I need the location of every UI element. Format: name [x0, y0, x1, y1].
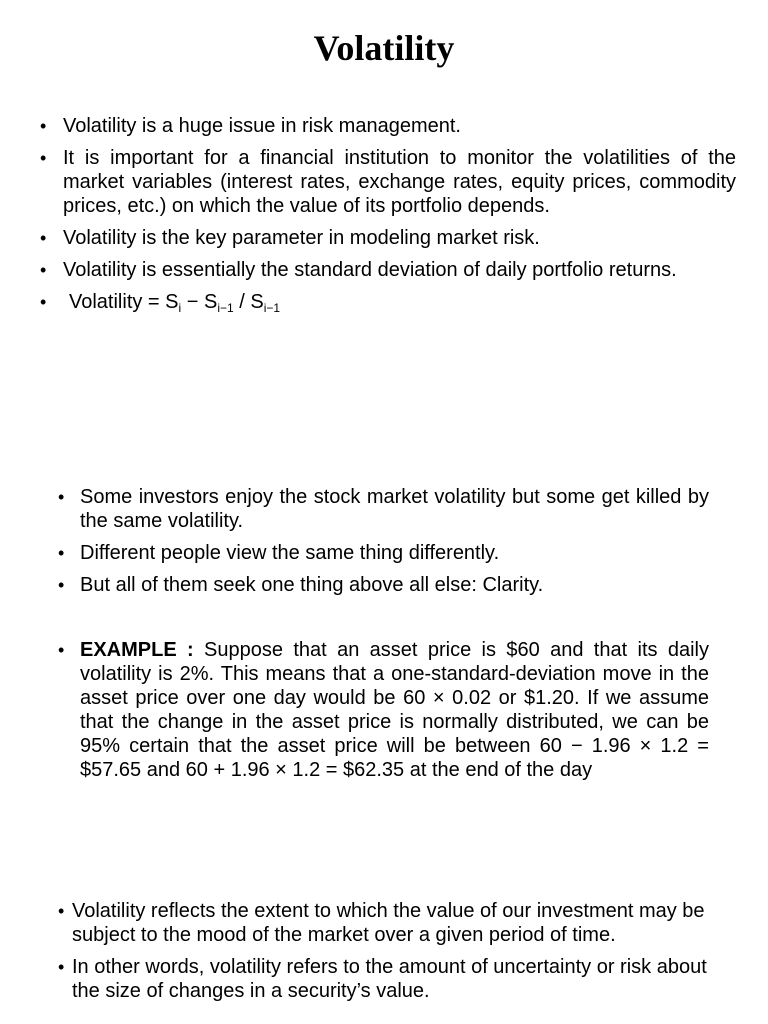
list-item-text: Volatility reflects the extent to which the value of our investment may be subject to the mood of the market over a given period of time. [72, 900, 705, 946]
bullet-icon: • [58, 543, 65, 563]
bullet-icon: • [40, 260, 47, 280]
example-item [58, 638, 709, 782]
list-item-text: It is important for a financial institution to monitor the volatilities of the market variables (interest rates, exchange rates, equity prices, commodity prices, etc.) on which the value of its portfolio depends. [63, 147, 736, 217]
bullet-icon: • [58, 957, 65, 977]
list-item-text: But all of them seek one thing above all else: Clarity. [80, 574, 544, 596]
list-item [58, 485, 709, 533]
example-label: EXAMPLE : [80, 639, 194, 661]
list-item [58, 899, 718, 947]
list-item-text: Volatility is the key parameter in modeling market risk. [63, 227, 540, 249]
list-item [40, 226, 736, 250]
volatility-formula: Volatility = $S_i - S_{i-1} / S_{i-1}$ [69, 291, 281, 315]
list-item-text: Some investors enjoy the stock market volatility but some get killed by the same volatility. [80, 486, 709, 532]
investor-bullet-list [58, 485, 709, 605]
bullet-icon: • [58, 487, 65, 507]
summary-bullet-list [58, 899, 718, 1011]
list-item [58, 955, 718, 1003]
example-list [58, 638, 709, 782]
bullet-icon: • [40, 148, 47, 168]
bullet-icon: • [40, 292, 47, 312]
list-item-text: In other words, volatility refers to the amount of uncertainty or risk about the size of changes in a security’s value. [72, 956, 707, 1002]
list-item [40, 114, 736, 138]
intro-bullet-list [40, 114, 736, 322]
example-text [80, 638, 709, 782]
bullet-icon: • [40, 228, 47, 248]
list-item-text: Different people view the same thing differently. [80, 542, 500, 564]
bullet-icon: • [58, 575, 65, 595]
list-item [58, 573, 709, 597]
list-item-text: Volatility is essentially the standard deviation of daily portfolio returns. [63, 259, 677, 281]
list-item [58, 541, 709, 565]
bullet-icon: • [58, 901, 65, 921]
list-item [40, 146, 736, 218]
list-item-text: Volatility is a huge issue in risk management. [63, 115, 461, 137]
bullet-icon: • [40, 116, 47, 136]
list-item [40, 258, 736, 282]
bullet-icon: • [58, 640, 65, 660]
example-body: Suppose that an asset price is $60 and that its daily volatility is 2%. This means that a one-standard-deviation move in the asset price over one day would be 60 × 0.02 or $1.20. If we assume that the change in the asset price is normally distributed, we can be 95% certain that the asset price will be between 60 − 1.96 × 1.2 = $57.65 and 60 + 1.96 × 1.2 = $62.35 at the end of the day [80, 639, 709, 781]
formula-item [40, 290, 736, 314]
page-title: Volatility [313, 28, 455, 68]
